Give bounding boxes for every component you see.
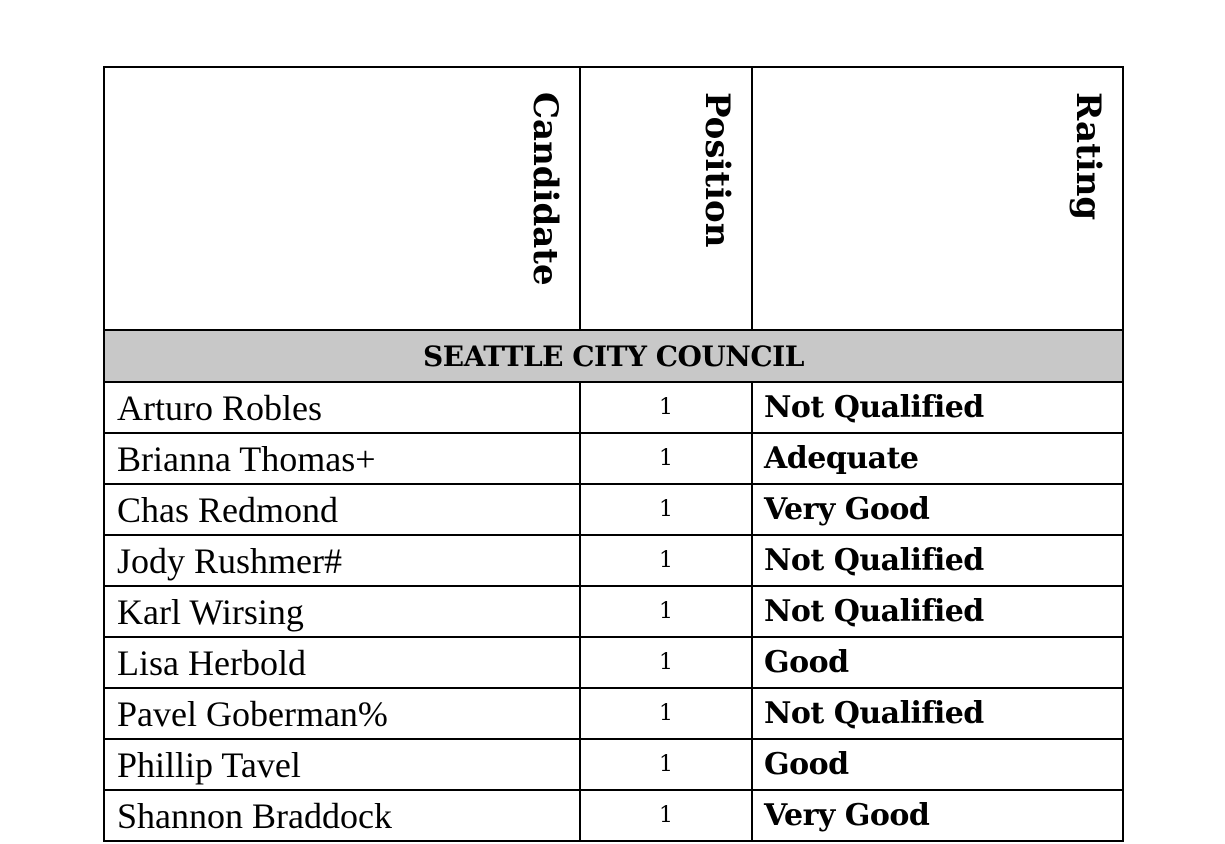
candidate-rating: Not Qualified — [752, 586, 1123, 637]
candidate-rating: Not Qualified — [752, 535, 1123, 586]
candidate-name: Shannon Braddock — [104, 790, 580, 841]
candidate-rating: Not Qualified — [752, 688, 1123, 739]
candidate-rating: Adequate — [752, 433, 1123, 484]
candidate-name: Arturo Robles — [104, 382, 580, 433]
candidate-rating: Very Good — [752, 790, 1123, 841]
table-row — [104, 688, 1123, 739]
candidate-rating: Good — [752, 637, 1123, 688]
table-row — [104, 484, 1123, 535]
section-header-row — [104, 330, 1123, 382]
candidate-rating: Not Qualified — [752, 382, 1123, 433]
candidate-rating: Good — [752, 739, 1123, 790]
table-row — [104, 586, 1123, 637]
candidate-position: 1 — [580, 790, 752, 841]
table-row — [104, 433, 1123, 484]
candidate-position: 1 — [580, 535, 752, 586]
candidate-name: Pavel Goberman% — [104, 688, 580, 739]
candidate-name: Chas Redmond — [104, 484, 580, 535]
column-header-position — [580, 67, 752, 330]
column-header-rating-label: Rating — [1068, 92, 1108, 221]
candidate-position: 1 — [580, 688, 752, 739]
candidate-position: 1 — [580, 382, 752, 433]
column-header-position-label: Position — [697, 92, 737, 248]
candidate-position: 1 — [580, 739, 752, 790]
candidate-position: 1 — [580, 484, 752, 535]
table-row — [104, 739, 1123, 790]
candidate-name: Karl Wirsing — [104, 586, 580, 637]
candidate-position: 1 — [580, 586, 752, 637]
table-row — [104, 535, 1123, 586]
candidate-name: Brianna Thomas+ — [104, 433, 580, 484]
table-header-row — [104, 67, 1123, 330]
candidate-position: 1 — [580, 433, 752, 484]
candidate-rating: Very Good — [752, 484, 1123, 535]
column-header-candidate-label: Candidate — [525, 92, 565, 286]
column-header-candidate — [104, 67, 580, 330]
column-header-rating — [752, 67, 1123, 330]
candidate-position: 1 — [580, 637, 752, 688]
table-row — [104, 790, 1123, 841]
table-row — [104, 637, 1123, 688]
candidate-name: Phillip Tavel — [104, 739, 580, 790]
section-title: SEATTLE CITY COUNCIL — [104, 330, 1123, 382]
table-row — [104, 382, 1123, 433]
candidate-name: Lisa Herbold — [104, 637, 580, 688]
candidate-name: Jody Rushmer# — [104, 535, 580, 586]
candidate-ratings-table — [103, 66, 1124, 842]
